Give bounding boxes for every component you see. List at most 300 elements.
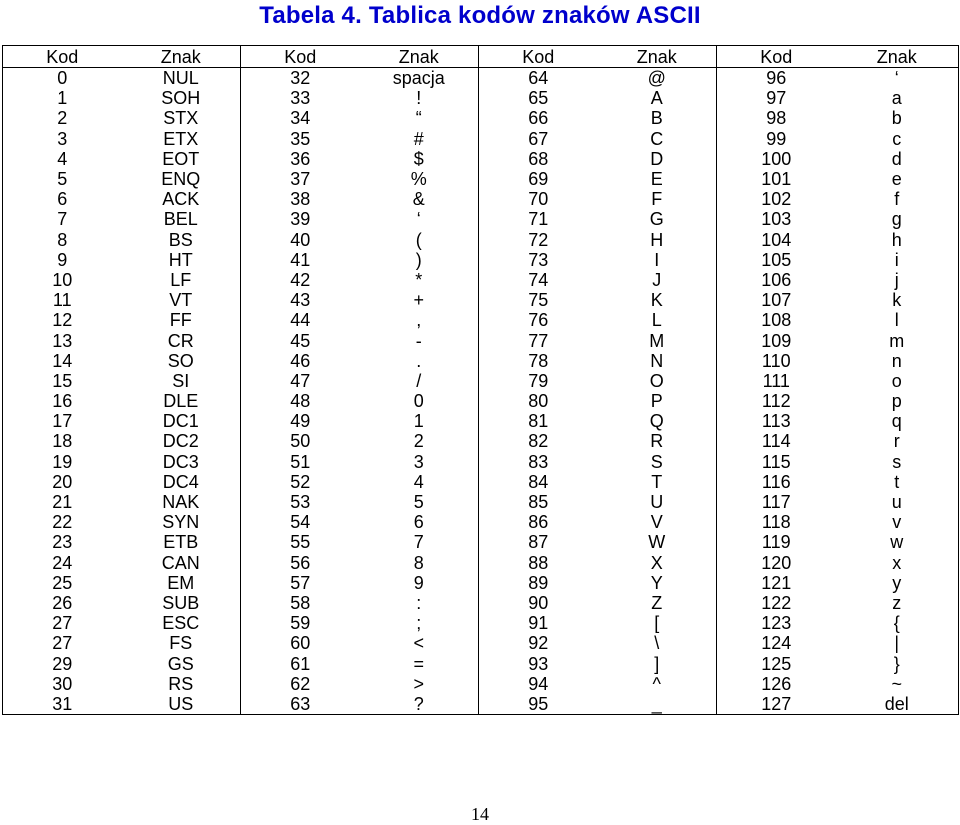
char-cell: z [836, 593, 959, 613]
code-cell: 66 [528, 108, 549, 129]
char-cell: VT [122, 290, 241, 310]
char-cell: | [836, 633, 959, 653]
code-cell: 20 [3, 472, 122, 492]
code-cell: 64 [528, 68, 549, 89]
code-cell: 58 [290, 592, 311, 613]
table-row [3, 532, 959, 552]
char-cell: O [598, 371, 717, 391]
code-cell: 42 [290, 269, 311, 290]
code-cell: 55 [290, 532, 311, 553]
table-row [3, 391, 959, 411]
table-row [3, 674, 959, 694]
char-cell: ? [360, 694, 479, 715]
code-cell: 109 [761, 330, 792, 351]
code-cell: 38 [290, 189, 311, 210]
code-cell: 105 [761, 249, 792, 270]
code-cell: 108 [761, 310, 792, 331]
char-cell: a [836, 88, 959, 108]
char-cell: F [598, 189, 717, 209]
char-cell: . [360, 351, 479, 371]
char-cell: SI [122, 371, 241, 391]
code-cell: 101 [761, 169, 792, 190]
code-cell: 63 [241, 694, 360, 715]
code-cell: 125 [761, 653, 792, 674]
code-cell: 34 [290, 108, 311, 129]
table-row [3, 129, 959, 149]
code-cell: 73 [528, 249, 549, 270]
code-cell: 79 [528, 370, 549, 391]
code-cell: 14 [3, 351, 122, 371]
code-cell: 83 [528, 451, 549, 472]
code-cell: 44 [290, 310, 311, 331]
char-cell: n [836, 351, 959, 371]
char-cell: r [836, 431, 959, 451]
table-row [3, 351, 959, 371]
code-cell: 114 [761, 431, 791, 452]
column-header: Kod [717, 46, 836, 68]
char-cell: / [360, 371, 479, 391]
char-cell: q [836, 411, 959, 431]
char-cell: h [836, 230, 959, 250]
char-cell: SOH [122, 88, 241, 108]
char-cell: CAN [122, 553, 241, 573]
char-cell: NAK [122, 492, 241, 512]
char-cell: J [598, 270, 717, 290]
char-cell: ACK [122, 189, 241, 209]
char-cell: w [836, 532, 959, 552]
code-cell: 123 [761, 613, 792, 634]
char-cell: ESC [122, 613, 241, 633]
code-cell: 91 [528, 613, 549, 634]
table-body [3, 68, 959, 715]
code-cell: 126 [761, 673, 792, 694]
code-cell: 54 [290, 512, 311, 533]
code-cell: 5 [3, 169, 122, 189]
table-row [3, 411, 959, 431]
char-cell: N [598, 351, 717, 371]
table-row [3, 250, 959, 270]
char-cell: d [836, 149, 959, 169]
code-cell: 71 [528, 209, 549, 230]
char-cell: ] [598, 653, 717, 673]
char-cell: b [836, 108, 959, 128]
char-cell: DLE [122, 391, 241, 411]
column-header: Znak [360, 46, 479, 68]
table-row [3, 108, 959, 128]
char-cell: A [598, 88, 717, 108]
code-cell: 47 [290, 370, 311, 391]
code-cell: 6 [3, 189, 122, 209]
char-cell: x [836, 553, 959, 573]
char-cell: SYN [122, 512, 241, 532]
code-cell: 122 [761, 592, 792, 613]
char-cell: SUB [122, 593, 241, 613]
code-cell: 127 [717, 694, 836, 715]
column-header: Kod [3, 46, 122, 68]
code-cell: 95 [479, 694, 598, 715]
char-cell: Q [598, 411, 717, 431]
char-cell: 3 [360, 452, 479, 472]
table-row [3, 209, 959, 229]
code-cell: 7 [3, 209, 122, 229]
code-cell: 16 [3, 391, 122, 411]
code-cell: 111 [762, 370, 790, 391]
char-cell: m [836, 330, 959, 350]
char-cell: ) [360, 250, 479, 270]
char-cell: 8 [360, 553, 479, 573]
code-cell: 85 [528, 492, 549, 513]
code-cell: 25 [3, 573, 122, 593]
table-row [3, 330, 959, 350]
table-title: Tabela 4. Tablica kodów znaków ASCII [259, 2, 701, 29]
code-cell: 93 [528, 653, 549, 674]
code-cell: 57 [290, 572, 311, 593]
table-row [3, 189, 959, 209]
code-cell: 82 [528, 431, 549, 452]
code-cell: 43 [290, 290, 311, 311]
char-cell: B [598, 108, 717, 128]
table-row [3, 149, 959, 169]
char-cell: D [598, 149, 717, 169]
char-cell: P [598, 391, 717, 411]
char-cell: NUL [122, 68, 241, 89]
code-cell: 98 [766, 108, 787, 129]
code-cell: 10 [3, 270, 122, 290]
char-cell: + [360, 290, 479, 310]
column-header: Kod [479, 46, 598, 68]
code-cell: 77 [528, 330, 549, 351]
char-cell: = [360, 653, 479, 673]
code-cell: 94 [528, 673, 549, 694]
code-cell: 96 [766, 68, 787, 89]
code-cell: 84 [528, 471, 549, 492]
char-cell: W [598, 532, 717, 552]
code-cell: 112 [761, 391, 791, 412]
char-cell: FS [122, 633, 241, 653]
code-cell: 21 [3, 492, 122, 512]
char-cell: “ [360, 108, 479, 128]
table-row [3, 573, 959, 593]
column-header: Znak [836, 46, 959, 68]
code-cell: 29 [3, 653, 122, 673]
char-cell: p [836, 391, 959, 411]
code-cell: 74 [528, 269, 549, 290]
code-cell: 52 [290, 471, 311, 492]
char-cell: % [360, 169, 479, 189]
code-cell: 24 [3, 553, 122, 573]
code-cell: 97 [766, 88, 787, 109]
code-cell: 35 [290, 128, 311, 149]
code-cell: 12 [3, 310, 122, 330]
char-cell: 6 [360, 512, 479, 532]
code-cell: 1 [3, 88, 122, 108]
table-row [3, 593, 959, 613]
char-cell: T [598, 472, 717, 492]
code-cell: 46 [290, 350, 311, 371]
char-cell: t [836, 472, 959, 492]
char-cell: ^ [598, 674, 717, 694]
code-cell: 2 [3, 108, 122, 128]
char-cell: BS [122, 230, 241, 250]
char-cell: ( [360, 230, 479, 250]
char-cell: DC2 [122, 431, 241, 451]
code-cell: 80 [528, 391, 549, 412]
code-cell: 49 [290, 411, 311, 432]
char-cell: Y [598, 573, 717, 593]
char-cell: DC1 [122, 411, 241, 431]
table-row [3, 472, 959, 492]
code-cell: 19 [3, 452, 122, 472]
char-cell: K [598, 290, 717, 310]
code-cell: 13 [3, 330, 122, 350]
table-row [3, 270, 959, 290]
char-cell: C [598, 129, 717, 149]
code-cell: 50 [290, 431, 311, 452]
char-cell: } [836, 653, 959, 673]
code-cell: 117 [761, 492, 791, 513]
code-cell: 103 [761, 209, 792, 230]
char-cell: < [360, 633, 479, 653]
table-row [3, 230, 959, 250]
code-cell: 23 [3, 532, 122, 552]
char-cell: [ [598, 613, 717, 633]
char-cell: X [598, 553, 717, 573]
char-cell: @ [598, 68, 717, 89]
char-cell: ETB [122, 532, 241, 552]
code-cell: 76 [528, 310, 549, 331]
char-cell: DC4 [122, 472, 241, 492]
char-cell: ~ [836, 674, 959, 694]
code-cell: 40 [290, 229, 311, 250]
code-cell: 120 [761, 552, 792, 573]
code-cell: 27 [3, 613, 122, 633]
code-cell: 107 [761, 290, 792, 311]
char-cell: o [836, 371, 959, 391]
code-cell: 118 [761, 512, 791, 533]
char-cell: s [836, 452, 959, 472]
char-cell: g [836, 209, 959, 229]
char-cell: CR [122, 330, 241, 350]
char-cell: 5 [360, 492, 479, 512]
char-cell: 0 [360, 391, 479, 411]
char-cell: > [360, 674, 479, 694]
char-cell: l [836, 310, 959, 330]
code-cell: 115 [761, 451, 791, 472]
code-cell: 37 [290, 169, 311, 190]
code-cell: 60 [290, 633, 311, 654]
code-cell: 61 [290, 653, 311, 674]
char-cell: 7 [360, 532, 479, 552]
char-cell: spacja [360, 68, 479, 89]
code-cell: 68 [528, 148, 549, 169]
char-cell: v [836, 512, 959, 532]
page-number: 14 [471, 804, 489, 824]
char-cell: ENQ [122, 169, 241, 189]
char-cell: RS [122, 674, 241, 694]
code-cell: 110 [761, 350, 791, 371]
char-cell: U [598, 492, 717, 512]
column-header: Znak [598, 46, 717, 68]
table-row [3, 169, 959, 189]
char-cell: i [836, 250, 959, 270]
char-cell: { [836, 613, 959, 633]
char-cell: EM [122, 573, 241, 593]
char-cell: 1 [360, 411, 479, 431]
char-cell: ; [360, 613, 479, 633]
code-cell: 26 [3, 593, 122, 613]
char-cell: del [836, 694, 959, 715]
code-cell: 22 [3, 512, 122, 532]
table-row [3, 613, 959, 633]
code-cell: 45 [290, 330, 311, 351]
code-cell: 39 [290, 209, 311, 230]
char-cell: LF [122, 270, 241, 290]
char-cell: FF [122, 310, 241, 330]
table-row [3, 88, 959, 108]
char-cell: ‘ [360, 209, 479, 229]
code-cell: 41 [290, 249, 311, 270]
code-cell: 18 [3, 431, 122, 451]
table-header-row [3, 46, 959, 68]
char-cell: V [598, 512, 717, 532]
char-cell: L [598, 310, 717, 330]
code-cell: 86 [528, 512, 549, 533]
code-cell: 8 [3, 230, 122, 250]
table-row [3, 290, 959, 310]
table-row [3, 694, 959, 715]
code-cell: 36 [290, 148, 311, 169]
code-cell: 15 [3, 371, 122, 391]
code-cell: 70 [528, 189, 549, 210]
char-cell: k [836, 290, 959, 310]
table-row [3, 553, 959, 573]
code-cell: 65 [528, 88, 549, 109]
code-cell: 81 [528, 411, 549, 432]
table-row [3, 512, 959, 532]
code-cell: 31 [3, 694, 122, 715]
code-cell: 32 [290, 68, 311, 89]
code-cell: 87 [528, 532, 549, 553]
table-row [3, 310, 959, 330]
char-cell: e [836, 169, 959, 189]
code-cell: 104 [761, 229, 792, 250]
code-cell: 33 [290, 88, 311, 109]
char-cell: Z [598, 593, 717, 613]
code-cell: 69 [528, 169, 549, 190]
code-cell: 59 [290, 613, 311, 634]
code-cell: 90 [528, 592, 549, 613]
table-row [3, 452, 959, 472]
char-cell: y [836, 573, 959, 593]
code-cell: 17 [3, 411, 122, 431]
char-cell: G [598, 209, 717, 229]
char-cell: S [598, 452, 717, 472]
code-cell: 113 [761, 411, 791, 432]
code-cell: 99 [766, 128, 787, 149]
code-cell: 30 [3, 674, 122, 694]
char-cell: 4 [360, 472, 479, 492]
code-cell: 106 [761, 269, 792, 290]
table-row [3, 68, 959, 89]
table-row [3, 633, 959, 653]
char-cell: f [836, 189, 959, 209]
char-cell: BEL [122, 209, 241, 229]
ascii-table [2, 45, 959, 715]
column-header: Kod [241, 46, 360, 68]
char-cell: $ [360, 149, 479, 169]
char-cell: DC3 [122, 452, 241, 472]
char-cell: E [598, 169, 717, 189]
char-cell: SO [122, 351, 241, 371]
char-cell: - [360, 330, 479, 350]
code-cell: 102 [761, 189, 792, 210]
code-cell: 56 [290, 552, 311, 573]
table-row [3, 492, 959, 512]
code-cell: 119 [761, 532, 791, 553]
code-cell: 121 [761, 572, 792, 593]
char-cell: # [360, 129, 479, 149]
char-cell: I [598, 250, 717, 270]
code-cell: 3 [3, 129, 122, 149]
code-cell: 100 [761, 148, 792, 169]
code-cell: 9 [3, 250, 122, 270]
code-cell: 88 [528, 552, 549, 573]
table-row [3, 371, 959, 391]
code-cell: 89 [528, 572, 549, 593]
char-cell: US [122, 694, 241, 715]
code-cell: 4 [3, 149, 122, 169]
char-cell: ‘ [836, 68, 959, 89]
char-cell: STX [122, 108, 241, 128]
char-cell: R [598, 431, 717, 451]
char-cell: & [360, 189, 479, 209]
char-cell: M [598, 330, 717, 350]
code-cell: 75 [528, 290, 549, 311]
code-cell: 78 [528, 350, 549, 371]
char-cell: HT [122, 250, 241, 270]
table-row [3, 431, 959, 451]
char-cell: \ [598, 633, 717, 653]
char-cell: _ [598, 694, 717, 715]
code-cell: 51 [290, 451, 311, 472]
code-cell: 116 [761, 471, 791, 492]
code-cell: 124 [761, 633, 792, 654]
char-cell: : [360, 593, 479, 613]
char-cell: * [360, 270, 479, 290]
char-cell: EOT [122, 149, 241, 169]
code-cell: 11 [3, 290, 122, 310]
code-cell: 48 [290, 391, 311, 412]
code-cell: 0 [3, 68, 122, 89]
code-cell: 27 [3, 633, 122, 653]
char-cell: u [836, 492, 959, 512]
char-cell: ETX [122, 129, 241, 149]
code-cell: 67 [528, 128, 549, 149]
char-cell: 2 [360, 431, 479, 451]
char-cell: H [598, 230, 717, 250]
column-header: Znak [122, 46, 241, 68]
char-cell: j [836, 270, 959, 290]
char-cell: c [836, 129, 959, 149]
table-row [3, 653, 959, 673]
code-cell: 62 [290, 673, 311, 694]
char-cell: 9 [360, 573, 479, 593]
code-cell: 72 [528, 229, 549, 250]
char-cell: GS [122, 653, 241, 673]
char-cell: , [360, 310, 479, 330]
code-cell: 53 [290, 492, 311, 513]
code-cell: 92 [528, 633, 549, 654]
